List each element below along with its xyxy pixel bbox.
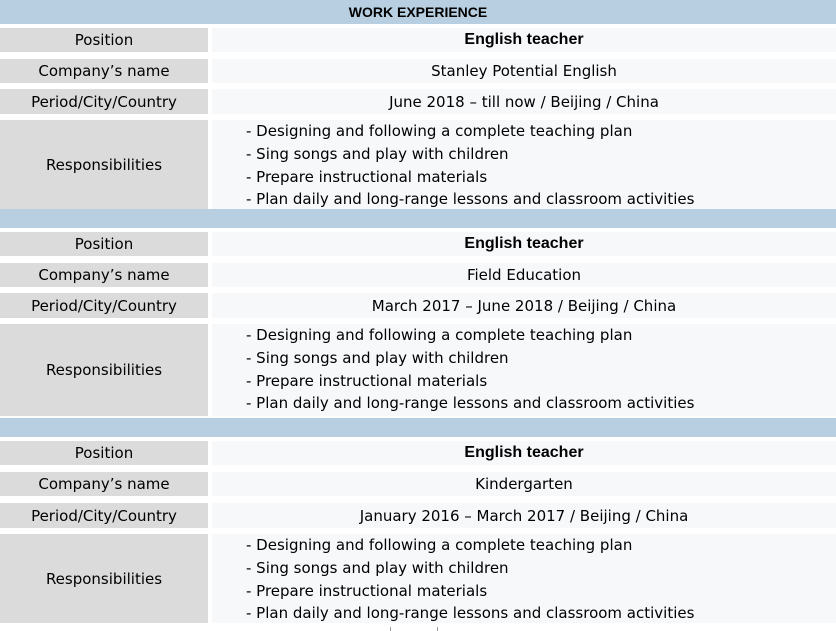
position-value: English teacher: [212, 28, 836, 52]
company-label: Company’s name: [0, 472, 208, 496]
responsibility-item: - Sing songs and play with children: [246, 145, 509, 163]
responsibilities-list: [246, 120, 694, 209]
job-3-responsibilities-row: [0, 534, 836, 623]
position-label: Position: [0, 28, 208, 52]
job-2-responsibilities-row: [0, 324, 836, 416]
responsibilities-list-box: [212, 120, 836, 209]
job-1-position-row: [0, 28, 836, 52]
company-value: Stanley Potential English: [212, 59, 836, 83]
job-1-company-row: [0, 59, 836, 83]
responsibility-item: - Sing songs and play with children: [246, 349, 509, 367]
job-2-period-row: [0, 293, 836, 318]
responsibility-item: - Designing and following a complete teaching plan: [246, 536, 633, 554]
period-value: March 2017 – June 2018 / Beijing / China: [212, 293, 836, 318]
responsibility-item: - Designing and following a complete teaching plan: [246, 122, 633, 140]
responsibilities-label: Responsibilities: [0, 120, 208, 209]
period-label: Period/City/Country: [0, 293, 208, 318]
section-separator: [0, 209, 836, 228]
responsibility-item: - Prepare instructional materials: [246, 372, 488, 390]
responsibilities-label: Responsibilities: [0, 534, 208, 623]
company-label: Company’s name: [0, 59, 208, 83]
job-3-position-row: [0, 441, 836, 465]
responsibility-item: - Plan daily and long-range lessons and classroom activities: [246, 190, 695, 208]
position-label: Position: [0, 232, 208, 256]
section-title: WORK EXPERIENCE: [0, 0, 836, 24]
table-edge-marker: [390, 627, 438, 631]
responsibility-item: - Plan daily and long-range lessons and classroom activities: [246, 394, 695, 412]
responsibilities-list: [246, 534, 694, 623]
responsibilities-label: Responsibilities: [0, 324, 208, 416]
responsibility-item: - Sing songs and play with children: [246, 559, 509, 577]
company-label: Company’s name: [0, 263, 208, 287]
period-value: June 2018 – till now / Beijing / China: [212, 89, 836, 114]
job-2-position-row: [0, 232, 836, 256]
period-label: Period/City/Country: [0, 89, 208, 114]
position-value: English teacher: [212, 232, 836, 256]
job-1-period-row: [0, 89, 836, 114]
responsibilities-list-box: [212, 534, 836, 623]
responsibilities-list: [246, 324, 694, 413]
job-3-company-row: [0, 472, 836, 496]
period-value: January 2016 – March 2017 / Beijing / China: [212, 503, 836, 528]
company-value: Field Education: [212, 263, 836, 287]
position-label: Position: [0, 441, 208, 465]
responsibility-item: - Designing and following a complete teaching plan: [246, 326, 633, 344]
job-1-responsibilities-row: [0, 120, 836, 209]
section-separator: [0, 418, 836, 437]
responsibility-item: - Prepare instructional materials: [246, 582, 488, 600]
responsibility-item: - Plan daily and long-range lessons and classroom activities: [246, 604, 695, 622]
job-3-period-row: [0, 503, 836, 528]
company-value: Kindergarten: [212, 472, 836, 496]
job-2-company-row: [0, 263, 836, 287]
position-value: English teacher: [212, 441, 836, 465]
period-label: Period/City/Country: [0, 503, 208, 528]
responsibility-item: - Prepare instructional materials: [246, 168, 488, 186]
responsibilities-list-box: [212, 324, 836, 416]
